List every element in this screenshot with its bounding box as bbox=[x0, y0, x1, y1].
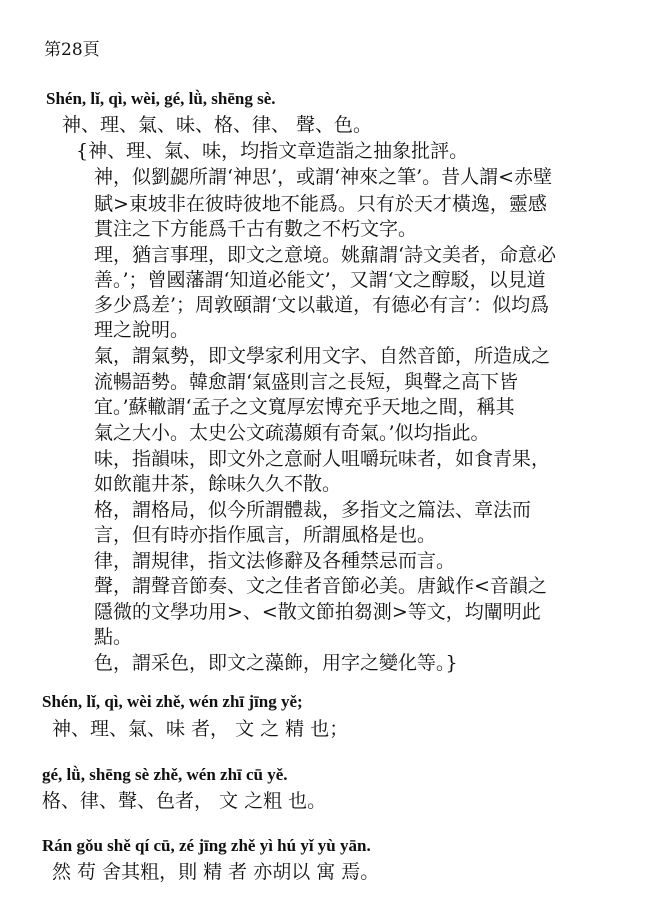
commentary-line: 點。 bbox=[94, 626, 133, 648]
commentary-line: 聲，謂聲音節奏、文之佳者音節必美。唐鉞作<音韻之 bbox=[94, 575, 547, 597]
commentary-line: 賦>東坡非在彼時彼地不能爲。只有於天才橫逸，靈感 bbox=[94, 193, 547, 215]
commentary-line: 律，謂規律，指文法修辭及各種禁忌而言。 bbox=[94, 550, 456, 572]
commentary-line: 色，謂采色，即文之藻飾，用字之變化等。} bbox=[94, 652, 458, 674]
commentary-line: 言，但有時亦指作風言，所謂風格是也。 bbox=[94, 524, 437, 546]
stanza-3-hanzi: 格、律、聲、色者， 文 之粗 也。 bbox=[42, 790, 327, 812]
commentary-line: 氣，謂氣勢，即文學家利用文字、自然音節，所造成之 bbox=[94, 345, 551, 367]
commentary-line: 神，似劉勰所謂‘神思’，或謂‘神來之筆’。昔人謂<赤壁 bbox=[94, 166, 553, 188]
commentary-line: 流暢語勢。韓愈謂‘氣盛則言之長短，與聲之高下皆 bbox=[94, 371, 519, 393]
commentary-line: 味，指韻味，即文外之意耐人咀嚼玩味者，如食青果， bbox=[94, 448, 551, 470]
commentary-line: 宜。’蘇轍謂‘孟子之文寬厚宏博充乎天地之間，稱其 bbox=[94, 396, 515, 418]
commentary-line: 如飲龍井茶，餘味久久不散。 bbox=[94, 473, 342, 495]
stanza-4-hanzi: 然 苟 舍其粗，則 精 者 亦胡以 寓 焉。 bbox=[52, 861, 380, 883]
stanza-4-pinyin: Rán gǒu shě qí cū, zé jīng zhě yì hú yǐ yù yān. bbox=[42, 836, 371, 855]
stanza-1-hanzi: 神、理、氣、味、格、律、 聲、色。 bbox=[62, 114, 373, 136]
commentary-line: 多少爲差’；周敦頤謂‘文以載道，有德必有言’：似均爲 bbox=[94, 294, 550, 316]
stanza-2-pinyin: Shén, lǐ, qì, wèi zhě, wén zhī jīng yě; bbox=[42, 692, 303, 711]
commentary-line: 理，猶言事理，即文之意境。姚鼐謂‘詩文美者，命意必 bbox=[94, 244, 557, 266]
stanza-1-pinyin: Shén, lǐ, qì, wèi, gé, lǜ, shēng sè. bbox=[46, 89, 276, 108]
commentary-line: 理之說明。 bbox=[94, 319, 190, 341]
commentary-line: 氣之大小。太史公文疏蕩頗有奇氣。’似均指此。 bbox=[94, 422, 490, 444]
commentary-line: 善。’；曾國藩謂‘知道必能文’，又謂‘文之醇駁，以見道 bbox=[94, 269, 546, 291]
page-number: 第28頁 bbox=[44, 40, 100, 60]
stanza-3-pinyin: gé, lǜ, shēng sè zhě, wén zhī cū yě. bbox=[42, 765, 288, 784]
commentary-line: 隱微的文學功用>、<散文節拍芻測>等文，均闡明此 bbox=[94, 601, 541, 623]
stanza-2-hanzi: 神、理、氣、味 者， 文 之 精 也； bbox=[52, 718, 349, 740]
commentary-line: 格，謂格局，似今所謂體裁，多指文之篇法、章法而 bbox=[94, 499, 532, 521]
commentary-line: {神、理、氣、味，均指文章造詣之抽象批評。 bbox=[76, 140, 469, 162]
commentary-line: 貫注之下方能爲千古有數之不朽文字。 bbox=[94, 218, 418, 240]
